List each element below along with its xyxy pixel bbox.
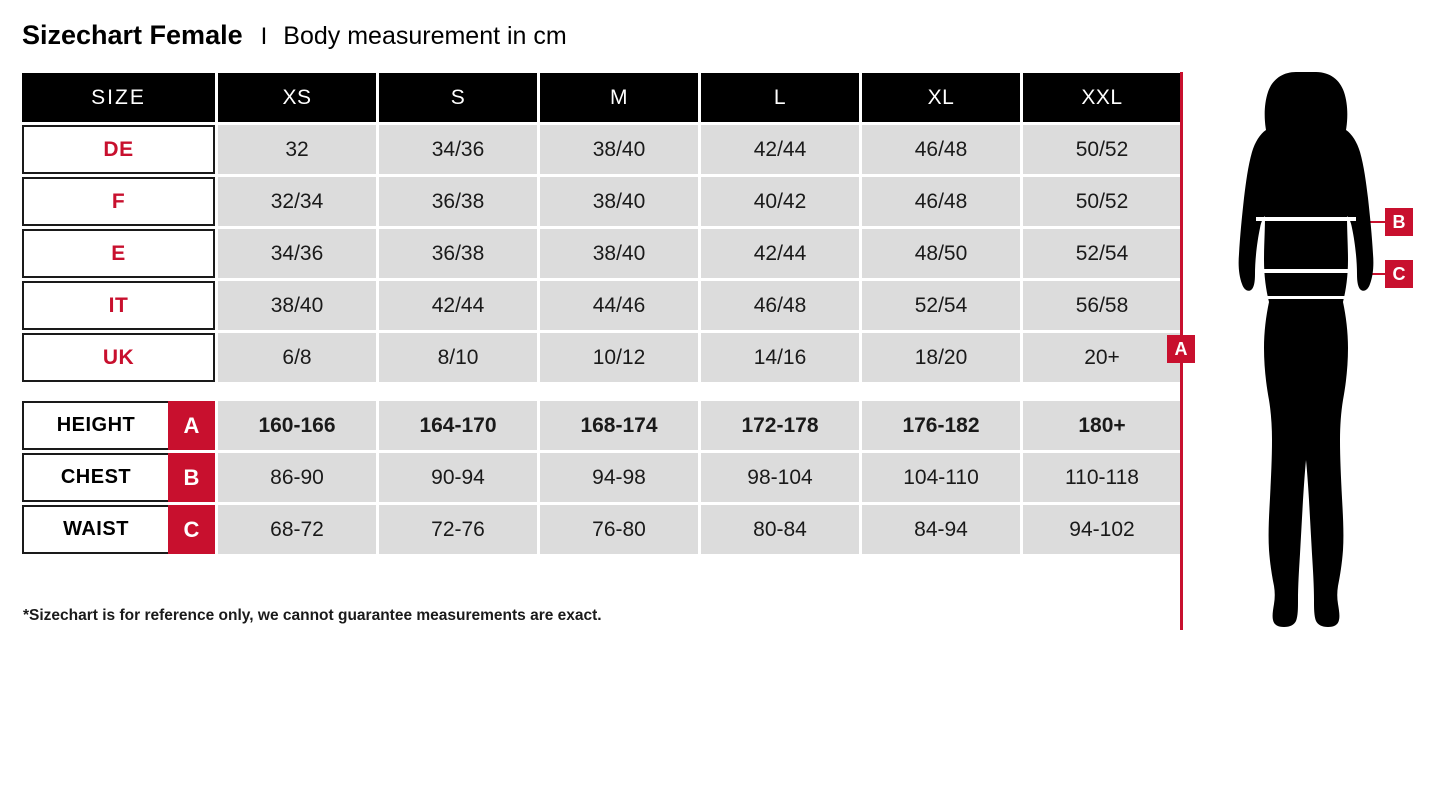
cell-height-m: 168-174 bbox=[540, 401, 698, 450]
cell-height-xl: 176-182 bbox=[862, 401, 1020, 450]
table-row bbox=[22, 281, 1181, 330]
row-label-f: F bbox=[22, 177, 215, 226]
disclaimer-text: *Sizechart is for reference only, we cannot guarantee measurements are exact. bbox=[23, 607, 602, 624]
row-label-de: DE bbox=[22, 125, 215, 174]
table-row bbox=[22, 333, 1181, 382]
page-title bbox=[22, 20, 567, 51]
row-label-waist bbox=[22, 505, 215, 554]
cell-waist-l: 80-84 bbox=[701, 505, 859, 554]
column-header-xxl: XXL bbox=[1023, 73, 1181, 122]
cell-de-m: 38/40 bbox=[540, 125, 698, 174]
row-label-it: IT bbox=[22, 281, 215, 330]
cell-height-xxl: 180+ bbox=[1023, 401, 1181, 450]
cell-e-xl: 48/50 bbox=[862, 229, 1020, 278]
body-measurement-figure bbox=[1160, 70, 1432, 635]
sizechart-table bbox=[19, 70, 1184, 557]
cell-de-l: 42/44 bbox=[701, 125, 859, 174]
row-label-chest bbox=[22, 453, 215, 502]
cell-f-xs: 32/34 bbox=[218, 177, 376, 226]
column-header-l: L bbox=[701, 73, 859, 122]
column-header-s: S bbox=[379, 73, 537, 122]
page-title-separator: I bbox=[260, 23, 268, 50]
measurement-name-height: HEIGHT bbox=[22, 401, 168, 450]
cell-chest-s: 90-94 bbox=[379, 453, 537, 502]
cell-f-xl: 46/48 bbox=[862, 177, 1020, 226]
cell-de-s: 34/36 bbox=[379, 125, 537, 174]
column-header-xs: XS bbox=[218, 73, 376, 122]
cell-height-xs: 160-166 bbox=[218, 401, 376, 450]
table-row bbox=[22, 229, 1181, 278]
table-row bbox=[22, 401, 1181, 450]
column-header-xl: XL bbox=[862, 73, 1020, 122]
cell-chest-xxl: 110-118 bbox=[1023, 453, 1181, 502]
cell-chest-xl: 104-110 bbox=[862, 453, 1020, 502]
cell-waist-xs: 68-72 bbox=[218, 505, 376, 554]
cell-it-xxl: 56/58 bbox=[1023, 281, 1181, 330]
cell-waist-s: 72-76 bbox=[379, 505, 537, 554]
cell-de-xl: 46/48 bbox=[862, 125, 1020, 174]
cell-f-l: 40/42 bbox=[701, 177, 859, 226]
cell-uk-xs: 6/8 bbox=[218, 333, 376, 382]
table-row bbox=[22, 505, 1181, 554]
cell-it-xl: 52/54 bbox=[862, 281, 1020, 330]
measurement-key-b: B bbox=[168, 453, 215, 502]
cell-f-xxl: 50/52 bbox=[1023, 177, 1181, 226]
column-header-m: M bbox=[540, 73, 698, 122]
page-title-main: Sizechart Female bbox=[22, 20, 243, 50]
cell-height-l: 172-178 bbox=[701, 401, 859, 450]
marker-c: C bbox=[1385, 260, 1413, 288]
cell-uk-m: 10/12 bbox=[540, 333, 698, 382]
column-header-size: SIZE bbox=[22, 73, 215, 122]
cell-uk-s: 8/10 bbox=[379, 333, 537, 382]
cell-e-xs: 34/36 bbox=[218, 229, 376, 278]
cell-e-xxl: 52/54 bbox=[1023, 229, 1181, 278]
female-silhouette-icon bbox=[1208, 70, 1388, 635]
cell-e-s: 36/38 bbox=[379, 229, 537, 278]
cell-f-s: 36/38 bbox=[379, 177, 537, 226]
cell-uk-l: 14/16 bbox=[701, 333, 859, 382]
cell-waist-xxl: 94-102 bbox=[1023, 505, 1181, 554]
table-header-row bbox=[22, 73, 1181, 122]
cell-waist-m: 76-80 bbox=[540, 505, 698, 554]
table-row bbox=[22, 177, 1181, 226]
cell-uk-xl: 18/20 bbox=[862, 333, 1020, 382]
cell-height-s: 164-170 bbox=[379, 401, 537, 450]
row-label-e: E bbox=[22, 229, 215, 278]
table-row bbox=[22, 125, 1181, 174]
cell-de-xs: 32 bbox=[218, 125, 376, 174]
cell-f-m: 38/40 bbox=[540, 177, 698, 226]
table-row bbox=[22, 453, 1181, 502]
page-title-subtitle: Body measurement in cm bbox=[283, 22, 567, 50]
row-label-uk: UK bbox=[22, 333, 215, 382]
marker-a: A bbox=[1167, 335, 1195, 363]
cell-de-xxl: 50/52 bbox=[1023, 125, 1181, 174]
cell-waist-xl: 84-94 bbox=[862, 505, 1020, 554]
cell-e-l: 42/44 bbox=[701, 229, 859, 278]
measurement-name-waist: WAIST bbox=[22, 505, 168, 554]
marker-b: B bbox=[1385, 208, 1413, 236]
cell-it-l: 46/48 bbox=[701, 281, 859, 330]
measurement-key-c: C bbox=[168, 505, 215, 554]
cell-chest-xs: 86-90 bbox=[218, 453, 376, 502]
cell-e-m: 38/40 bbox=[540, 229, 698, 278]
measurement-name-chest: CHEST bbox=[22, 453, 168, 502]
table-section-divider bbox=[22, 385, 1181, 398]
sizechart-table-wrapper bbox=[22, 73, 1158, 554]
measurement-key-a: A bbox=[168, 401, 215, 450]
cell-it-s: 42/44 bbox=[379, 281, 537, 330]
cell-chest-m: 94-98 bbox=[540, 453, 698, 502]
cell-chest-l: 98-104 bbox=[701, 453, 859, 502]
cell-it-m: 44/46 bbox=[540, 281, 698, 330]
cell-it-xs: 38/40 bbox=[218, 281, 376, 330]
cell-uk-xxl: 20+ bbox=[1023, 333, 1181, 382]
row-label-height bbox=[22, 401, 215, 450]
